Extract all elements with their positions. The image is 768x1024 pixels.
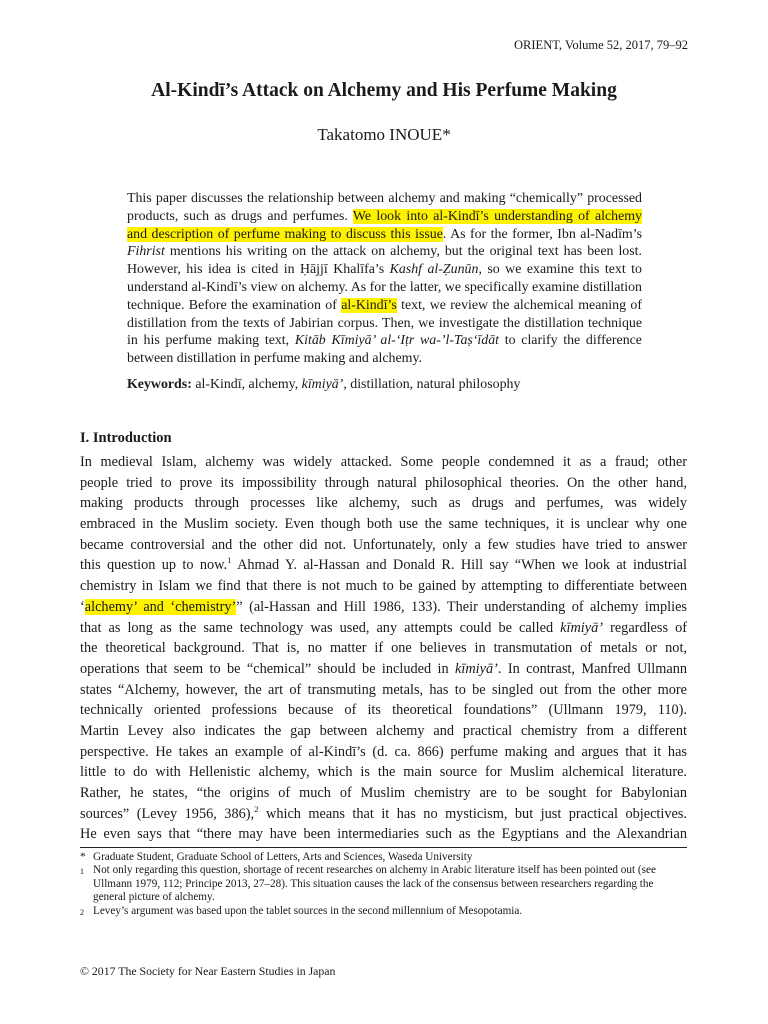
- body-line: chemistry in Islam we find that there is not much to be gained by attempting to differentiate between: [80, 578, 687, 595]
- footnote-divider: [80, 847, 687, 848]
- paper-title: Al-Kindī’s Attack on Alchemy and His Perfume Making: [151, 80, 617, 101]
- keywords: [127, 377, 520, 393]
- body-line: [80, 618, 687, 639]
- footnote-item: [80, 905, 687, 919]
- body-line: Martin Levey also indicates the gap between alchemy and practical chemistry from a different: [80, 722, 687, 739]
- abstract-sentence-4: mentions his writing on the attack on alchemy, but the original text has been lost. However, his idea is cited in Ḥājjī Khalīfa’s: [127, 244, 642, 278]
- body-text-run: ‘: [80, 598, 85, 615]
- footnote-text: Graduate Student, Graduate School of Letters, Arts and Sciences, Waseda University: [93, 851, 473, 863]
- abstract-sentence-3: . As for the former, Ibn al-Nadīm’s: [442, 226, 643, 242]
- footnote-ref-2[interactable]: 2: [254, 803, 259, 814]
- body-line: technically oriented professions because of its theoretical foundations” (Ullmann 1979, 110).: [80, 702, 687, 719]
- body-text-run: which means that it has no mysticism, but just practical objectives.: [258, 805, 687, 822]
- author-name: [0, 125, 768, 145]
- body-line: states “Alchemy, however, the art of transmuting metals, has to be singled out from the other more: [80, 681, 687, 698]
- body-text-run: . In contrast, Manfred Ullmann: [497, 660, 687, 677]
- body-line: perspective. He takes an example of al-Kindī’s (d. ca. 866) perfume making and argues that it has: [80, 743, 687, 760]
- footnote-item: [80, 864, 687, 904]
- footnote-item: [80, 851, 687, 864]
- section-heading: I. Introduction: [80, 430, 172, 446]
- body-line: little to do with Hellenistic alchemy, which is the main source for Muslim alchemical literature.: [80, 764, 687, 781]
- footnote-text: Levey’s argument was based upon the tablet sources in the second millennium of Mesopotamia.: [93, 904, 523, 917]
- copyright-notice: © 2017 The Society for Near Eastern Studies in Japan: [80, 964, 336, 978]
- body-line: He even says that “there may have been intermediaries such as the Egyptians and the Alexandrian: [80, 826, 687, 843]
- body-line: [80, 555, 687, 576]
- body-line: people tried to prove its impossibility through natural philosophical theories. On the other hand,: [80, 474, 687, 491]
- body-text: [80, 452, 687, 845]
- body-text-run: Ahmad Y. al-Hassan and Donald R. Hill say “When we look at industrial: [231, 557, 687, 574]
- body-line: [80, 597, 687, 618]
- abstract-highlight-2[interactable]: al-Kindī’s: [341, 297, 397, 313]
- abstract-sentence-1: This paper discusses the relationship between alchemy and making “chemically” processed products, such as drugs and perfumes.: [127, 191, 642, 224]
- author-footnote-mark: *: [442, 125, 451, 144]
- body-line: embraced in the Muslim society. Even though both use the same techniques, it is unclear why one: [80, 516, 687, 533]
- body-line: [80, 659, 687, 680]
- journal-citation: ORIENT, Volume 52, 2017, 79–92: [514, 38, 688, 52]
- footnote-mark: *: [80, 851, 86, 863]
- abstract-sentence-5: , so we examine this text to understand al-Kindī’s view on alchemy. As for the latter, we specifically examine distillation technique. Before the examination of: [127, 262, 642, 313]
- body-line: In medieval Islam, alchemy was widely attacked. Some people condemned it as a fraud; other: [80, 454, 687, 470]
- body-line: the theoretical background. That is, no matter if one believes in transmutation of metals or not,: [80, 640, 687, 657]
- keywords-part-3: , distillation, natural philosophy: [343, 377, 521, 392]
- body-highlight[interactable]: alchemy’ and ‘chemistry’: [84, 598, 237, 615]
- body-italic: kīmiyā’: [455, 660, 498, 677]
- body-text-run: operations that seem to be “chemical” should be included in: [80, 660, 456, 677]
- footnote-mark: 2: [80, 907, 84, 917]
- keywords-label: Keywords:: [127, 377, 192, 392]
- body-text-run: regardless of: [603, 619, 687, 636]
- abstract: [127, 190, 642, 368]
- author-family-name: INOUE: [389, 125, 443, 144]
- body-italic: kīmiyā’: [560, 619, 604, 636]
- abstract-sentence-8: to clarify the difference between distillation in perfume making and alchemy.: [127, 333, 642, 367]
- keywords-kimiya: kīmiyā’: [301, 377, 344, 392]
- body-line: Rather, he states, “the origins of much of Muslim chemistry are to be sought for Babylonian: [80, 785, 687, 801]
- body-line: making products through processes like alchemy, such as drugs and perfumes, was widely: [80, 495, 687, 512]
- abstract-kitab: Kitāb Kīmiyā’ al-‘Iṭr wa-’l-Taṣ‘īdāt: [294, 333, 500, 349]
- body-text-run: sources” (Levey 1956, 386),: [80, 805, 255, 822]
- abstract-highlight-1[interactable]: We look into al-Kindī’s understanding of alchemy and description of perfume making to discuss this issue: [127, 208, 642, 242]
- footnote-text: Not only regarding this question, shortage of recent researches on alchemy in Arabic literature itself has been pointed out (see Ullmann 1979, 112; Principe 2013, 27–28). This situation causes the lack of the consensus between researchers regarding the general picture of alchemy.: [93, 864, 656, 904]
- abstract-fihrist: Fihrist: [127, 244, 165, 260]
- footnote-ref-1[interactable]: 1: [227, 555, 232, 566]
- author-given-name: Takatomo: [317, 125, 386, 144]
- body-line: became controversial and the other did not. Unfortunately, only a few studies have tried to answer: [80, 536, 687, 553]
- body-text-run: ” (al-Hassan and Hill 1986, 133). Their understanding of alchemy implies: [236, 598, 687, 615]
- keywords-part-1: al-Kindī, alchemy,: [195, 377, 299, 392]
- abstract-sentence-7: text, we review the alchemical meaning of distillation from the texts of Jabirian corpus. Then, we investigate the distillation technique in his perfume making text,: [127, 297, 642, 349]
- footnote-mark: 1: [80, 867, 84, 877]
- body-text-run: this question up to now.: [80, 557, 228, 574]
- footnotes: [80, 851, 687, 919]
- body-line: [80, 804, 687, 825]
- abstract-kashf: Kashf al-Ẓunūn: [389, 262, 479, 278]
- body-text-run: that as long as the same technology was used, any attempts could be called: [80, 619, 561, 636]
